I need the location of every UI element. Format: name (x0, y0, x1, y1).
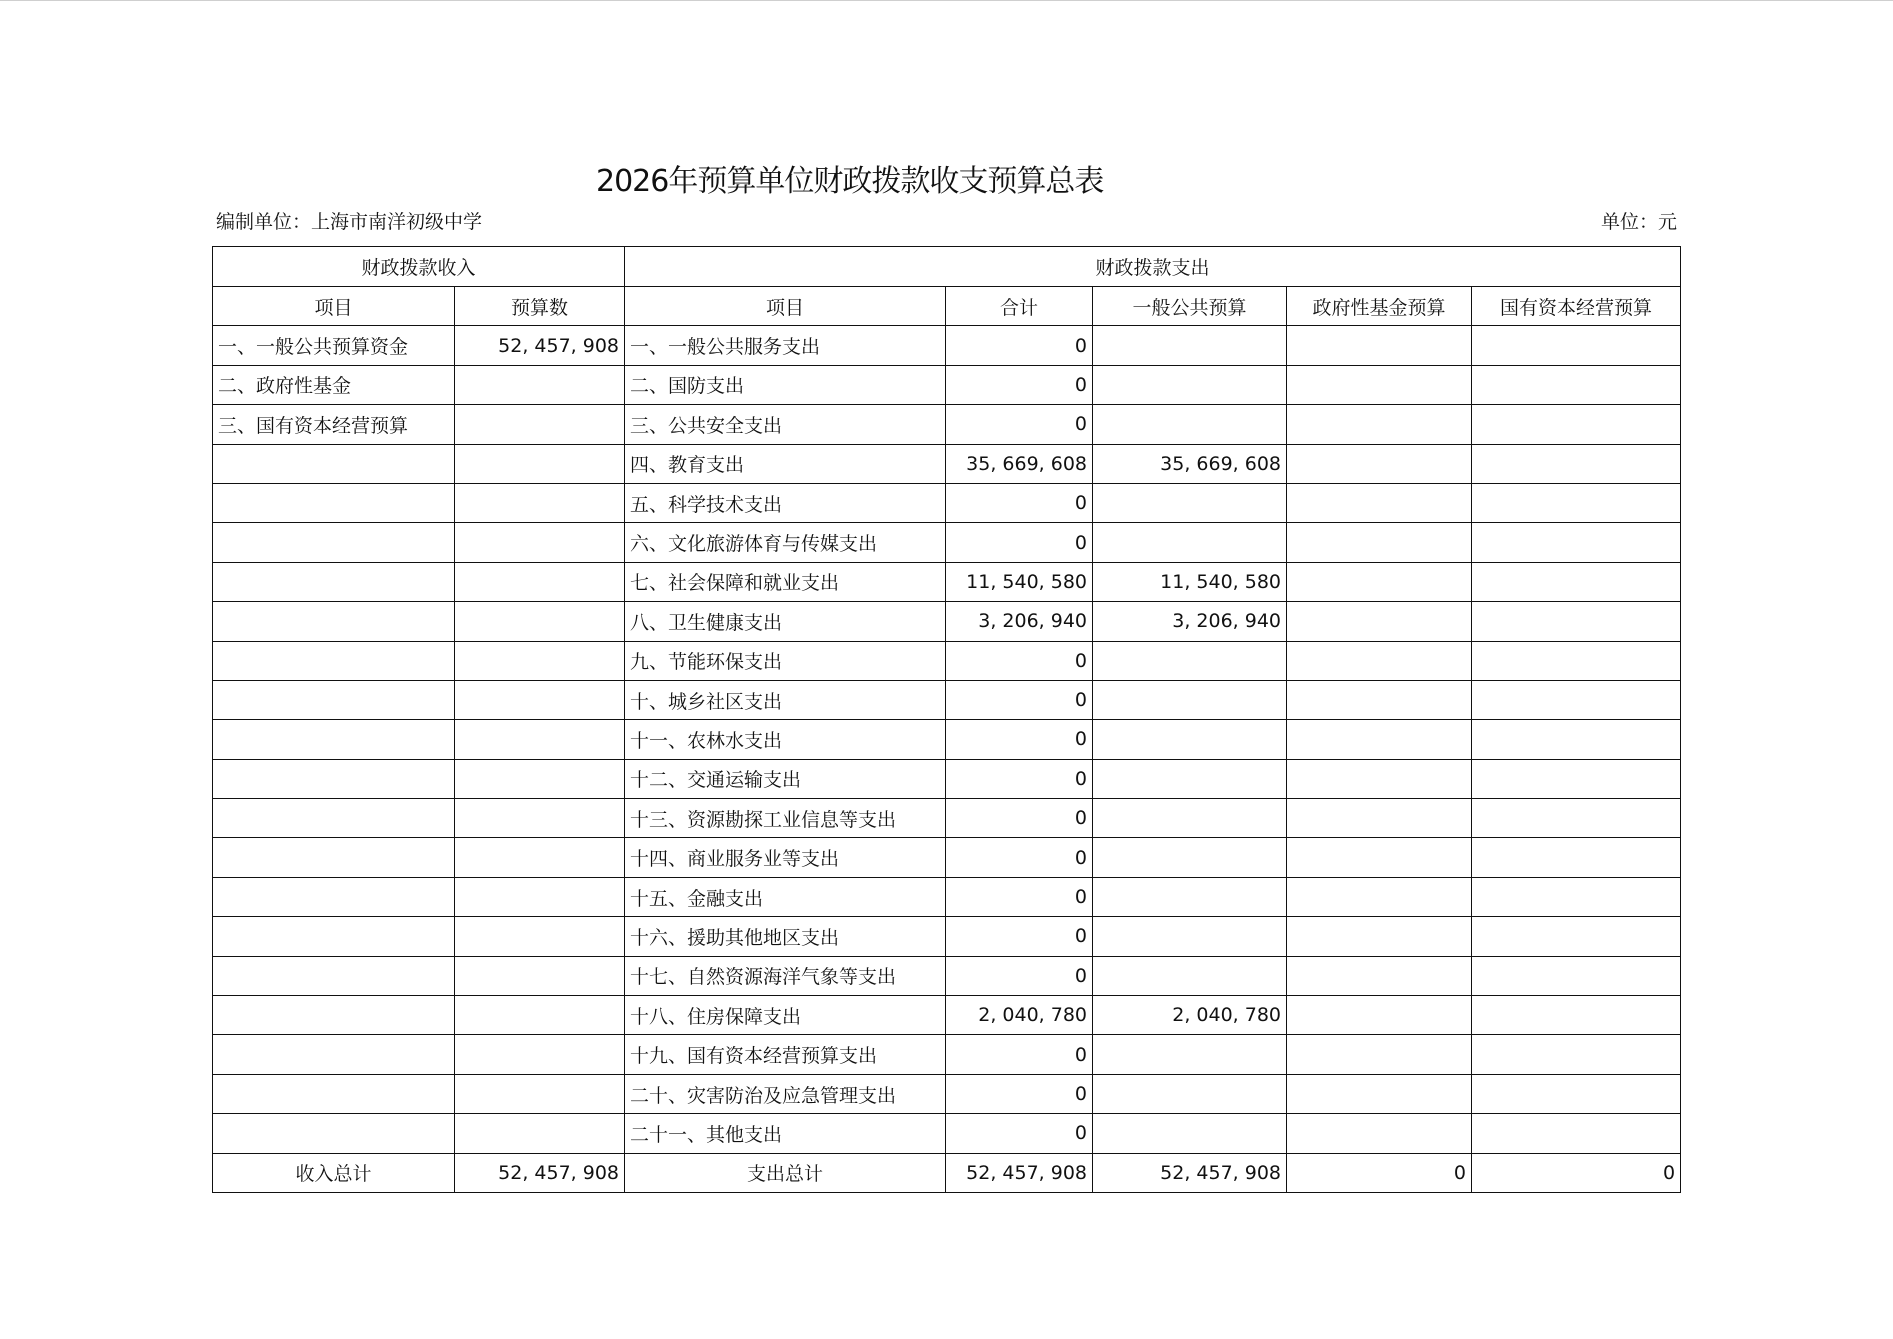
table-row (213, 444, 1681, 483)
income-amount-cell (455, 720, 625, 759)
page-top-border (0, 0, 1893, 1)
column-header-total: 合计 (946, 287, 1093, 326)
expense-total-cell: 0 (946, 326, 1093, 365)
expense-total-general: 52, 457, 908 (1093, 1153, 1287, 1192)
state-capital-budget-cell (1472, 641, 1681, 680)
group-header-row (213, 247, 1681, 287)
general-budget-cell (1093, 1114, 1287, 1153)
income-item-cell (213, 799, 455, 838)
fund-budget-cell (1287, 326, 1472, 365)
state-capital-budget-cell (1472, 799, 1681, 838)
fund-budget-cell (1287, 680, 1472, 719)
income-amount-cell (455, 996, 625, 1035)
expense-total-sum: 52, 457, 908 (946, 1153, 1093, 1192)
table-row (213, 641, 1681, 680)
table-row (213, 680, 1681, 719)
fund-budget-cell (1287, 720, 1472, 759)
expense-total-cell: 0 (946, 917, 1093, 956)
table-row (213, 523, 1681, 562)
expense-item-cell: 二十一、其他支出 (625, 1114, 946, 1153)
fund-budget-cell (1287, 1074, 1472, 1113)
income-amount-cell (455, 365, 625, 404)
expense-total-state-capital: 0 (1472, 1153, 1681, 1192)
expense-item-cell: 八、卫生健康支出 (625, 602, 946, 641)
table-row (213, 838, 1681, 877)
income-amount-cell (455, 523, 625, 562)
expense-total-cell: 0 (946, 838, 1093, 877)
general-budget-cell: 3, 206, 940 (1093, 602, 1287, 641)
expense-item-cell: 三、公共安全支出 (625, 405, 946, 444)
general-budget-cell (1093, 799, 1287, 838)
expense-total-cell: 0 (946, 799, 1093, 838)
general-budget-cell (1093, 956, 1287, 995)
budget-table (212, 246, 1681, 1193)
table-row (213, 1074, 1681, 1113)
state-capital-budget-cell (1472, 996, 1681, 1035)
expense-total-cell: 0 (946, 1035, 1093, 1074)
page-title: 2026年预算单位财政拨款收支预算总表 (596, 164, 1104, 199)
state-capital-budget-cell (1472, 444, 1681, 483)
state-capital-budget-cell (1472, 956, 1681, 995)
fund-budget-cell (1287, 996, 1472, 1035)
expense-item-cell: 六、文化旅游体育与传媒支出 (625, 523, 946, 562)
expense-total-cell: 0 (946, 365, 1093, 404)
fund-budget-cell (1287, 365, 1472, 404)
income-item-cell (213, 838, 455, 877)
table-row (213, 759, 1681, 798)
expense-item-cell: 九、节能环保支出 (625, 641, 946, 680)
income-item-cell (213, 996, 455, 1035)
expense-total-cell: 0 (946, 877, 1093, 916)
fund-budget-cell (1287, 444, 1472, 483)
general-budget-cell: 11, 540, 580 (1093, 562, 1287, 601)
state-capital-budget-cell (1472, 326, 1681, 365)
expense-total-cell: 0 (946, 1074, 1093, 1113)
income-amount-cell (455, 641, 625, 680)
income-amount-cell (455, 956, 625, 995)
column-header-fund-budget: 政府性基金预算 (1287, 287, 1472, 326)
table-row (213, 917, 1681, 956)
income-item-cell (213, 680, 455, 719)
budget-table-body (213, 326, 1681, 1153)
expense-total-cell: 0 (946, 483, 1093, 522)
table-row (213, 1035, 1681, 1074)
expense-item-cell: 十二、交通运输支出 (625, 759, 946, 798)
state-capital-budget-cell (1472, 720, 1681, 759)
state-capital-budget-cell (1472, 602, 1681, 641)
expense-total-cell: 0 (946, 956, 1093, 995)
fund-budget-cell (1287, 1035, 1472, 1074)
expense-item-cell: 四、教育支出 (625, 444, 946, 483)
general-budget-cell (1093, 759, 1287, 798)
expense-item-cell: 一、一般公共服务支出 (625, 326, 946, 365)
currency-unit: 单位：元 (1600, 211, 1677, 233)
income-amount-cell (455, 799, 625, 838)
state-capital-budget-cell (1472, 1035, 1681, 1074)
table-row (213, 1114, 1681, 1153)
income-item-cell (213, 759, 455, 798)
state-capital-budget-cell (1472, 877, 1681, 916)
state-capital-budget-cell (1472, 405, 1681, 444)
expense-item-cell: 二、国防支出 (625, 365, 946, 404)
expense-total-cell: 35, 669, 608 (946, 444, 1093, 483)
general-budget-cell (1093, 365, 1287, 404)
income-total-amount: 52, 457, 908 (455, 1153, 625, 1192)
income-amount-cell (455, 1074, 625, 1113)
fund-budget-cell (1287, 877, 1472, 916)
table-row (213, 602, 1681, 641)
income-item-cell: 一、一般公共预算资金 (213, 326, 455, 365)
expense-item-cell: 五、科学技术支出 (625, 483, 946, 522)
fund-budget-cell (1287, 523, 1472, 562)
state-capital-budget-cell (1472, 1074, 1681, 1113)
expense-item-cell: 十一、农林水支出 (625, 720, 946, 759)
table-row (213, 720, 1681, 759)
expense-total-cell: 0 (946, 1114, 1093, 1153)
general-budget-cell (1093, 1035, 1287, 1074)
fund-budget-cell (1287, 799, 1472, 838)
general-budget-cell (1093, 523, 1287, 562)
state-capital-budget-cell (1472, 759, 1681, 798)
income-amount-cell (455, 562, 625, 601)
general-budget-cell (1093, 1074, 1287, 1113)
fund-budget-cell (1287, 759, 1472, 798)
table-row (213, 562, 1681, 601)
income-item-cell (213, 641, 455, 680)
income-item-cell (213, 877, 455, 916)
income-amount-cell (455, 680, 625, 719)
fund-budget-cell (1287, 483, 1472, 522)
general-budget-cell (1093, 326, 1287, 365)
expense-item-cell: 十六、援助其他地区支出 (625, 917, 946, 956)
general-budget-cell (1093, 838, 1287, 877)
general-budget-cell (1093, 483, 1287, 522)
income-item-cell (213, 720, 455, 759)
expense-item-cell: 十四、商业服务业等支出 (625, 838, 946, 877)
expense-item-cell: 十九、国有资本经营预算支出 (625, 1035, 946, 1074)
income-total-label: 收入总计 (213, 1153, 455, 1192)
general-budget-cell: 35, 669, 608 (1093, 444, 1287, 483)
fund-budget-cell (1287, 956, 1472, 995)
state-capital-budget-cell (1472, 523, 1681, 562)
income-item-cell (213, 956, 455, 995)
column-header-general-budget: 一般公共预算 (1093, 287, 1287, 326)
general-budget-cell (1093, 917, 1287, 956)
table-row (213, 326, 1681, 365)
expense-total-cell: 11, 540, 580 (946, 562, 1093, 601)
general-budget-cell (1093, 641, 1287, 680)
income-amount-cell (455, 444, 625, 483)
income-amount-cell (455, 405, 625, 444)
general-budget-cell (1093, 720, 1287, 759)
expense-item-cell: 二十、灾害防治及应急管理支出 (625, 1074, 946, 1113)
expense-total-cell: 0 (946, 759, 1093, 798)
column-header-row (213, 287, 1681, 326)
income-amount-cell (455, 917, 625, 956)
totals-row (213, 1153, 1681, 1192)
income-item-cell (213, 562, 455, 601)
income-item-cell (213, 1114, 455, 1153)
state-capital-budget-cell (1472, 483, 1681, 522)
fund-budget-cell (1287, 838, 1472, 877)
table-row (213, 996, 1681, 1035)
income-amount-cell (455, 1035, 625, 1074)
fund-budget-cell (1287, 641, 1472, 680)
income-item-cell (213, 444, 455, 483)
income-item-cell (213, 602, 455, 641)
income-item-cell: 二、政府性基金 (213, 365, 455, 404)
table-row (213, 877, 1681, 916)
income-item-cell: 三、国有资本经营预算 (213, 405, 455, 444)
general-budget-cell (1093, 680, 1287, 719)
expense-total-cell: 0 (946, 405, 1093, 444)
expense-group-header: 财政拨款支出 (625, 247, 1681, 287)
fund-budget-cell (1287, 602, 1472, 641)
table-row (213, 365, 1681, 404)
fund-budget-cell (1287, 562, 1472, 601)
compiling-unit: 编制单位：上海市南洋初级中学 (216, 211, 483, 233)
expense-total-label: 支出总计 (625, 1153, 946, 1192)
income-item-cell (213, 483, 455, 522)
expense-total-cell: 0 (946, 641, 1093, 680)
fund-budget-cell (1287, 405, 1472, 444)
column-header-expense-item: 项目 (625, 287, 946, 326)
income-amount-cell (455, 877, 625, 916)
income-item-cell (213, 523, 455, 562)
income-group-header: 财政拨款收入 (213, 247, 625, 287)
expense-total-cell: 2, 040, 780 (946, 996, 1093, 1035)
expense-total-cell: 0 (946, 680, 1093, 719)
general-budget-cell: 2, 040, 780 (1093, 996, 1287, 1035)
expense-item-cell: 十七、自然资源海洋气象等支出 (625, 956, 946, 995)
expense-total-cell: 0 (946, 720, 1093, 759)
expense-item-cell: 十五、金融支出 (625, 877, 946, 916)
column-header-income-item: 项目 (213, 287, 455, 326)
expense-total-cell: 3, 206, 940 (946, 602, 1093, 641)
table-row (213, 956, 1681, 995)
fund-budget-cell (1287, 917, 1472, 956)
income-amount-cell (455, 838, 625, 877)
income-amount-cell (455, 759, 625, 798)
state-capital-budget-cell (1472, 1114, 1681, 1153)
state-capital-budget-cell (1472, 838, 1681, 877)
state-capital-budget-cell (1472, 917, 1681, 956)
expense-item-cell: 十、城乡社区支出 (625, 680, 946, 719)
income-amount-cell: 52, 457, 908 (455, 326, 625, 365)
general-budget-cell (1093, 877, 1287, 916)
state-capital-budget-cell (1472, 365, 1681, 404)
state-capital-budget-cell (1472, 562, 1681, 601)
column-header-state-capital-budget: 国有资本经营预算 (1472, 287, 1681, 326)
income-item-cell (213, 917, 455, 956)
income-amount-cell (455, 602, 625, 641)
expense-total-cell: 0 (946, 523, 1093, 562)
expense-item-cell: 七、社会保障和就业支出 (625, 562, 946, 601)
state-capital-budget-cell (1472, 680, 1681, 719)
table-row (213, 483, 1681, 522)
expense-item-cell: 十八、住房保障支出 (625, 996, 946, 1035)
expense-item-cell: 十三、资源勘探工业信息等支出 (625, 799, 946, 838)
expense-total-fund: 0 (1287, 1153, 1472, 1192)
income-item-cell (213, 1035, 455, 1074)
fund-budget-cell (1287, 1114, 1472, 1153)
column-header-income-amount: 预算数 (455, 287, 625, 326)
table-row (213, 405, 1681, 444)
income-item-cell (213, 1074, 455, 1113)
table-row (213, 799, 1681, 838)
income-amount-cell (455, 483, 625, 522)
general-budget-cell (1093, 405, 1287, 444)
income-amount-cell (455, 1114, 625, 1153)
